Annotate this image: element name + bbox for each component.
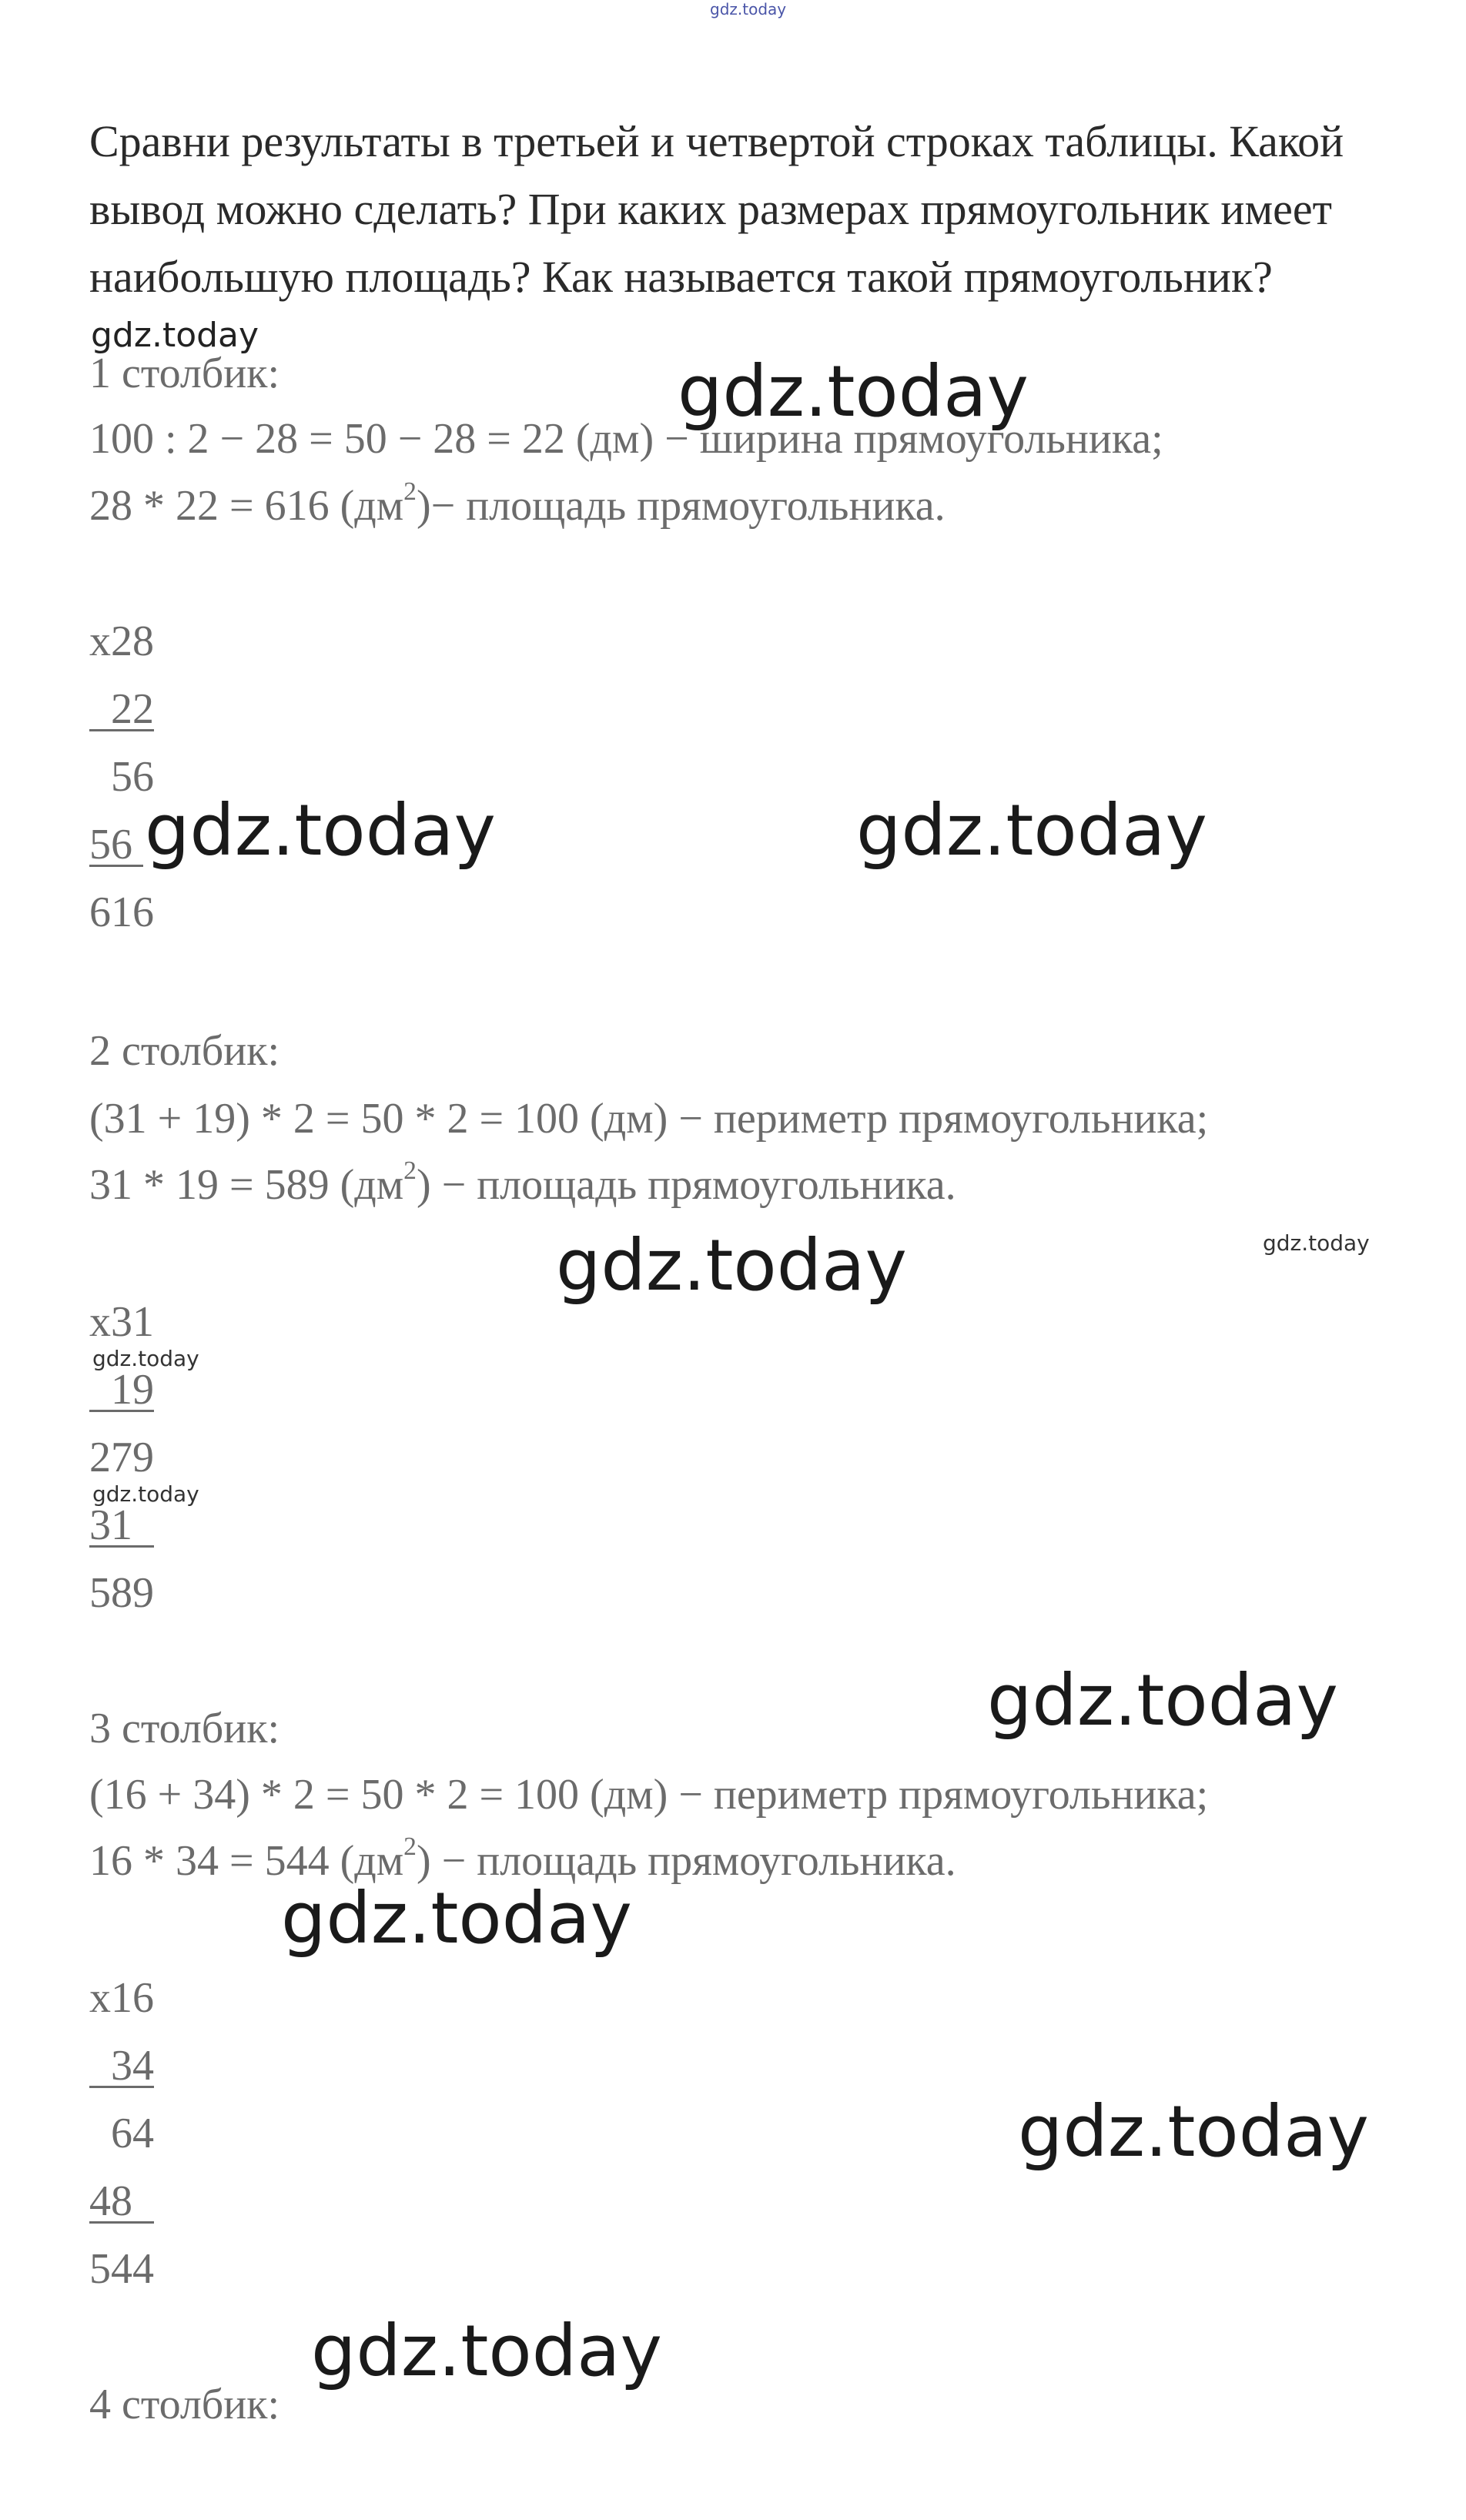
col1-mult-line-3: 56 — [89, 753, 154, 801]
watermark: gdz.today — [91, 316, 259, 355]
col1-heading: 1 столбик: — [89, 350, 280, 397]
watermark: gdz.today — [856, 789, 1207, 872]
watermark: gdz.today — [281, 1877, 632, 1959]
col3-line2: 16 * 34 = 544 $(дм^2)$ − площадь прямоугольника. — [89, 1832, 956, 1885]
col4-heading: 4 столбик: — [89, 2381, 280, 2428]
col2-mult-line-5: 589 — [89, 1569, 154, 1617]
watermark: gdz.today — [678, 350, 1029, 433]
col3-mult-line-5: 544 — [89, 2245, 154, 2293]
watermark: gdz.today — [987, 1659, 1338, 1742]
col2-mult-line-4: 31 — [89, 1501, 154, 1549]
col3-mult-line-2: 34 — [89, 2042, 154, 2090]
watermark: gdz.today — [311, 2310, 662, 2392]
col2-line2: 31 * 19 = 589 $(дм^2)$ − площадь прямоугольника. — [89, 1156, 956, 1209]
col1-mult-line-4: 56 — [89, 821, 143, 868]
watermark: gdz.today — [145, 789, 496, 872]
col2-mult-line-3: 279 — [89, 1434, 154, 1481]
watermark-top: gdz.today — [710, 0, 787, 18]
col2-line1: (31 + 19) * 2 = 50 * 2 = 100 (дм) − периметр прямоугольника; — [89, 1095, 1209, 1143]
col3-mult-line-1: x16 — [89, 1974, 154, 2022]
col3-heading: 3 столбик: — [89, 1705, 280, 1752]
col2-mult-line-1: x31 — [89, 1298, 154, 1346]
watermark: gdz.today — [92, 1346, 199, 1371]
col1-line2: 28 * 22 = 616 $(дм^2)-$ площадь прямоугольника. — [89, 477, 946, 530]
watermark: gdz.today — [556, 1224, 907, 1307]
col2-mult-line-2: 19 — [89, 1366, 154, 1414]
col3-line1: (16 + 34) * 2 = 50 * 2 = 100 (дм) − периметр прямоугольника; — [89, 1771, 1209, 1819]
col2-heading: 2 столбик: — [89, 1027, 280, 1075]
watermark: gdz.today — [1018, 2090, 1369, 2173]
watermark: gdz.today — [1263, 1230, 1370, 1256]
col3-mult-line-4: 48 — [89, 2177, 154, 2225]
question-text: Сравни результаты в третьей и четвертой строках таблицы. Какой вывод можно сделать? При каких размерах прямоугольник имеет наибольшую площадь? Как называется такой прямоугольник? — [89, 116, 1344, 302]
col3-mult-line-3: 64 — [89, 2110, 154, 2157]
col1-mult-line-1: x28 — [89, 617, 154, 665]
watermark: gdz.today — [92, 1481, 199, 1507]
col1-mult-line-2: 22 — [89, 685, 154, 733]
col1-line1: 100 : 2 − 28 = 50 − 28 = 22 (дм) − ширина прямоугольника; — [89, 415, 1163, 463]
col1-mult-line-5: 616 — [89, 889, 154, 936]
